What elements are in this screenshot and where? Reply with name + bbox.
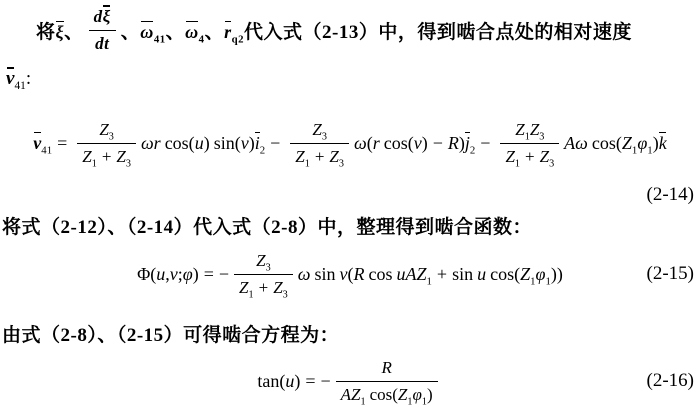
subscript: 1 <box>407 395 413 407</box>
intro-symbols-group <box>121 17 632 44</box>
subscript: 3 <box>321 131 327 143</box>
subscript: 3 <box>539 131 545 143</box>
paren: ) <box>426 384 433 404</box>
omega-symbol: ω <box>185 21 199 42</box>
math-var: v <box>240 132 249 153</box>
math-var: Z <box>351 384 361 404</box>
subscript: 1 <box>530 275 536 288</box>
subscript: 1 <box>426 275 432 288</box>
paren: ) <box>458 132 465 153</box>
math-var: ωr <box>140 132 161 153</box>
math-var: dt <box>95 33 110 53</box>
plus-sign: + <box>314 146 325 166</box>
eq14-lhs <box>33 132 72 157</box>
plus-sign: + <box>101 146 112 166</box>
v41-lead-line <box>6 68 31 90</box>
paren: ) <box>203 132 210 153</box>
v-vector-symbol: v <box>6 68 15 89</box>
math-var: Z <box>329 146 339 166</box>
rq2-vector <box>224 21 244 46</box>
math-var: R <box>447 132 459 153</box>
cos-function: cos <box>368 263 393 284</box>
subscript: 1 <box>421 395 427 407</box>
fraction-denominator <box>234 275 293 298</box>
minus-sign: − <box>320 370 331 391</box>
tan-function: tan( <box>257 370 286 391</box>
z-ratio-fraction <box>290 119 349 167</box>
fraction-denominator <box>89 31 116 54</box>
subscript: 41 <box>153 33 166 46</box>
eq16-lhs <box>257 371 330 392</box>
paren: ) <box>652 132 659 153</box>
cos-function: cos( <box>383 132 414 153</box>
cos-function: cos( <box>164 132 195 153</box>
paren: ( <box>347 263 354 284</box>
subscript: 41 <box>14 79 26 92</box>
math-var: Z <box>312 120 322 140</box>
fraction-denominator <box>500 144 559 167</box>
paren: ) <box>248 132 255 153</box>
paragraph-meshing-equation: 由式（2-8）、（2-15）可得啮合方程为： <box>2 325 340 346</box>
eq14-term3 <box>564 132 667 157</box>
subscript: 1 <box>647 144 653 157</box>
equation-label-2-16: (2-16) <box>646 370 694 391</box>
fraction-numerator <box>77 119 136 143</box>
paragraph-intro <box>36 2 700 58</box>
v-vector-symbol: v <box>33 132 42 153</box>
math-var: φ <box>182 263 193 284</box>
intro-lead-group <box>36 17 84 44</box>
sin-function: sin <box>452 263 474 284</box>
dxi-dt-fraction <box>89 6 116 54</box>
math-var: v <box>339 263 348 284</box>
math-var: Z <box>397 384 408 404</box>
math-var: A <box>405 263 417 284</box>
cos-function: cos( <box>490 263 521 284</box>
omega41-vector <box>140 21 166 46</box>
subscript: 1 <box>360 395 366 407</box>
math-var: Z <box>239 277 249 297</box>
phi-function: Φ( <box>137 263 157 284</box>
math-var: φ <box>535 263 546 284</box>
math-var: u <box>156 263 166 284</box>
cn-punct: 、 <box>120 21 141 43</box>
math-var: Z <box>99 120 109 140</box>
equation-label-2-15: (2-15) <box>646 263 694 284</box>
sin-function: sin <box>314 263 336 284</box>
semicolon-punct: ; <box>177 263 183 284</box>
v41-symbol <box>6 68 32 92</box>
colon-punct: : <box>25 68 32 89</box>
math-var: R <box>353 263 365 284</box>
subscript: 2 <box>259 144 266 157</box>
z1z3-ratio-fraction <box>500 119 559 167</box>
cn-punct: 、 <box>64 21 84 43</box>
minus-sign: − <box>432 132 443 153</box>
math-var: Z <box>505 146 515 166</box>
fraction-numerator <box>234 250 293 274</box>
j-vector-symbol: j <box>464 132 470 153</box>
math-var: ω <box>353 132 367 153</box>
subscript: q2 <box>231 33 244 46</box>
fraction-numerator <box>290 119 349 143</box>
equation-2-16 <box>0 350 700 412</box>
fraction-denominator <box>336 382 438 405</box>
math-var: Aω <box>564 132 588 153</box>
equals-sign: = <box>305 370 316 391</box>
paragraph-meshing-function: 将式（2-12）、（2-14）代入式（2-8）中，整理得到啮合函数： <box>2 217 532 238</box>
subscript: 1 <box>514 157 521 169</box>
math-var: A <box>340 384 352 404</box>
subscript: 1 <box>304 157 310 169</box>
math-var: v <box>169 263 178 284</box>
math-var: d <box>93 7 103 27</box>
math-var: v <box>413 132 422 153</box>
math-var: Z <box>82 146 92 166</box>
subscript: 3 <box>338 157 344 169</box>
plus-sign: + <box>436 263 448 284</box>
subscript: 3 <box>282 288 288 300</box>
fraction-numerator <box>336 357 438 381</box>
math-var: Z <box>273 277 283 297</box>
math-var: Z <box>256 251 266 271</box>
xi-vector-symbol: ξ <box>55 21 65 42</box>
subscript: 1 <box>524 131 530 143</box>
subscript: 2 <box>469 144 476 157</box>
eq14-term1 <box>140 132 285 157</box>
math-var: Z <box>539 146 550 166</box>
subscript: 4 <box>198 33 205 46</box>
fraction-denominator <box>290 144 349 167</box>
paren: ( <box>366 132 373 153</box>
cn-text: 将 <box>36 21 56 43</box>
fraction-numerator <box>89 6 116 30</box>
math-var: u <box>477 263 487 284</box>
eq15-lhs <box>137 264 229 285</box>
math-var: ω <box>297 263 311 284</box>
equation-2-14 <box>0 103 700 183</box>
subscript: 1 <box>248 288 254 300</box>
r-symbol: r <box>224 21 232 42</box>
subscript: 3 <box>265 262 271 274</box>
minus-sign: − <box>218 263 230 284</box>
math-var: u <box>194 132 204 153</box>
subscript: 3 <box>125 157 131 169</box>
fraction-denominator <box>77 144 136 167</box>
equals-sign: = <box>203 263 214 284</box>
math-var: Z <box>520 263 531 284</box>
paren: ) <box>421 132 428 153</box>
math-var: Z <box>621 132 632 153</box>
math-var: R <box>381 358 392 378</box>
math-var: Z <box>416 263 427 284</box>
math-var: r <box>372 132 380 153</box>
equation-2-15 <box>0 244 700 304</box>
subscript: 3 <box>108 131 114 143</box>
i-vector-symbol: i <box>254 132 260 153</box>
cos-function: cos( <box>591 132 622 153</box>
cn-text: 代入式（2-13）中，得到啮合点处的相对速度 <box>244 21 632 43</box>
paren: ) <box>192 263 199 284</box>
omega4-vector <box>185 21 205 46</box>
k-vector-symbol: k <box>658 132 667 153</box>
math-var: φ <box>637 132 648 153</box>
math-var: Z <box>529 120 540 140</box>
paren: ) <box>294 370 301 391</box>
paren: ) <box>556 263 563 284</box>
equation-label-2-14: (2-14) <box>646 184 694 205</box>
cn-punct: 、 <box>165 21 186 43</box>
z-ratio-fraction <box>77 119 136 167</box>
math-var: Z <box>515 120 525 140</box>
subscript: 3 <box>549 157 555 169</box>
subscript: 1 <box>91 157 97 169</box>
cn-punct: 、 <box>204 21 225 43</box>
cos-function: cos( <box>369 384 398 404</box>
equals-sign: = <box>57 132 68 153</box>
subscript: 1 <box>631 144 638 157</box>
subscript: 41 <box>41 144 53 157</box>
sin-function: sin( <box>213 132 241 153</box>
math-var: φ <box>412 384 422 404</box>
math-var: Z <box>295 146 305 166</box>
comma-punct: , <box>165 263 170 284</box>
math-var: u <box>396 263 406 284</box>
z-ratio-fraction <box>234 250 293 298</box>
r-over-az-fraction <box>336 357 438 405</box>
fraction-numerator <box>500 119 559 143</box>
math-var: Z <box>116 146 126 166</box>
eq14-term2 <box>353 132 495 157</box>
minus-sign: − <box>270 132 281 153</box>
plus-sign: + <box>258 277 269 297</box>
omega-symbol: ω <box>140 21 154 42</box>
plus-sign: + <box>525 146 535 166</box>
paren: ) <box>550 263 557 284</box>
subscript: 1 <box>545 275 551 288</box>
math-var: u <box>285 370 295 391</box>
eq15-rhs <box>297 263 563 288</box>
xi-vector-symbol: ξ <box>102 7 111 27</box>
minus-sign: − <box>480 132 491 153</box>
